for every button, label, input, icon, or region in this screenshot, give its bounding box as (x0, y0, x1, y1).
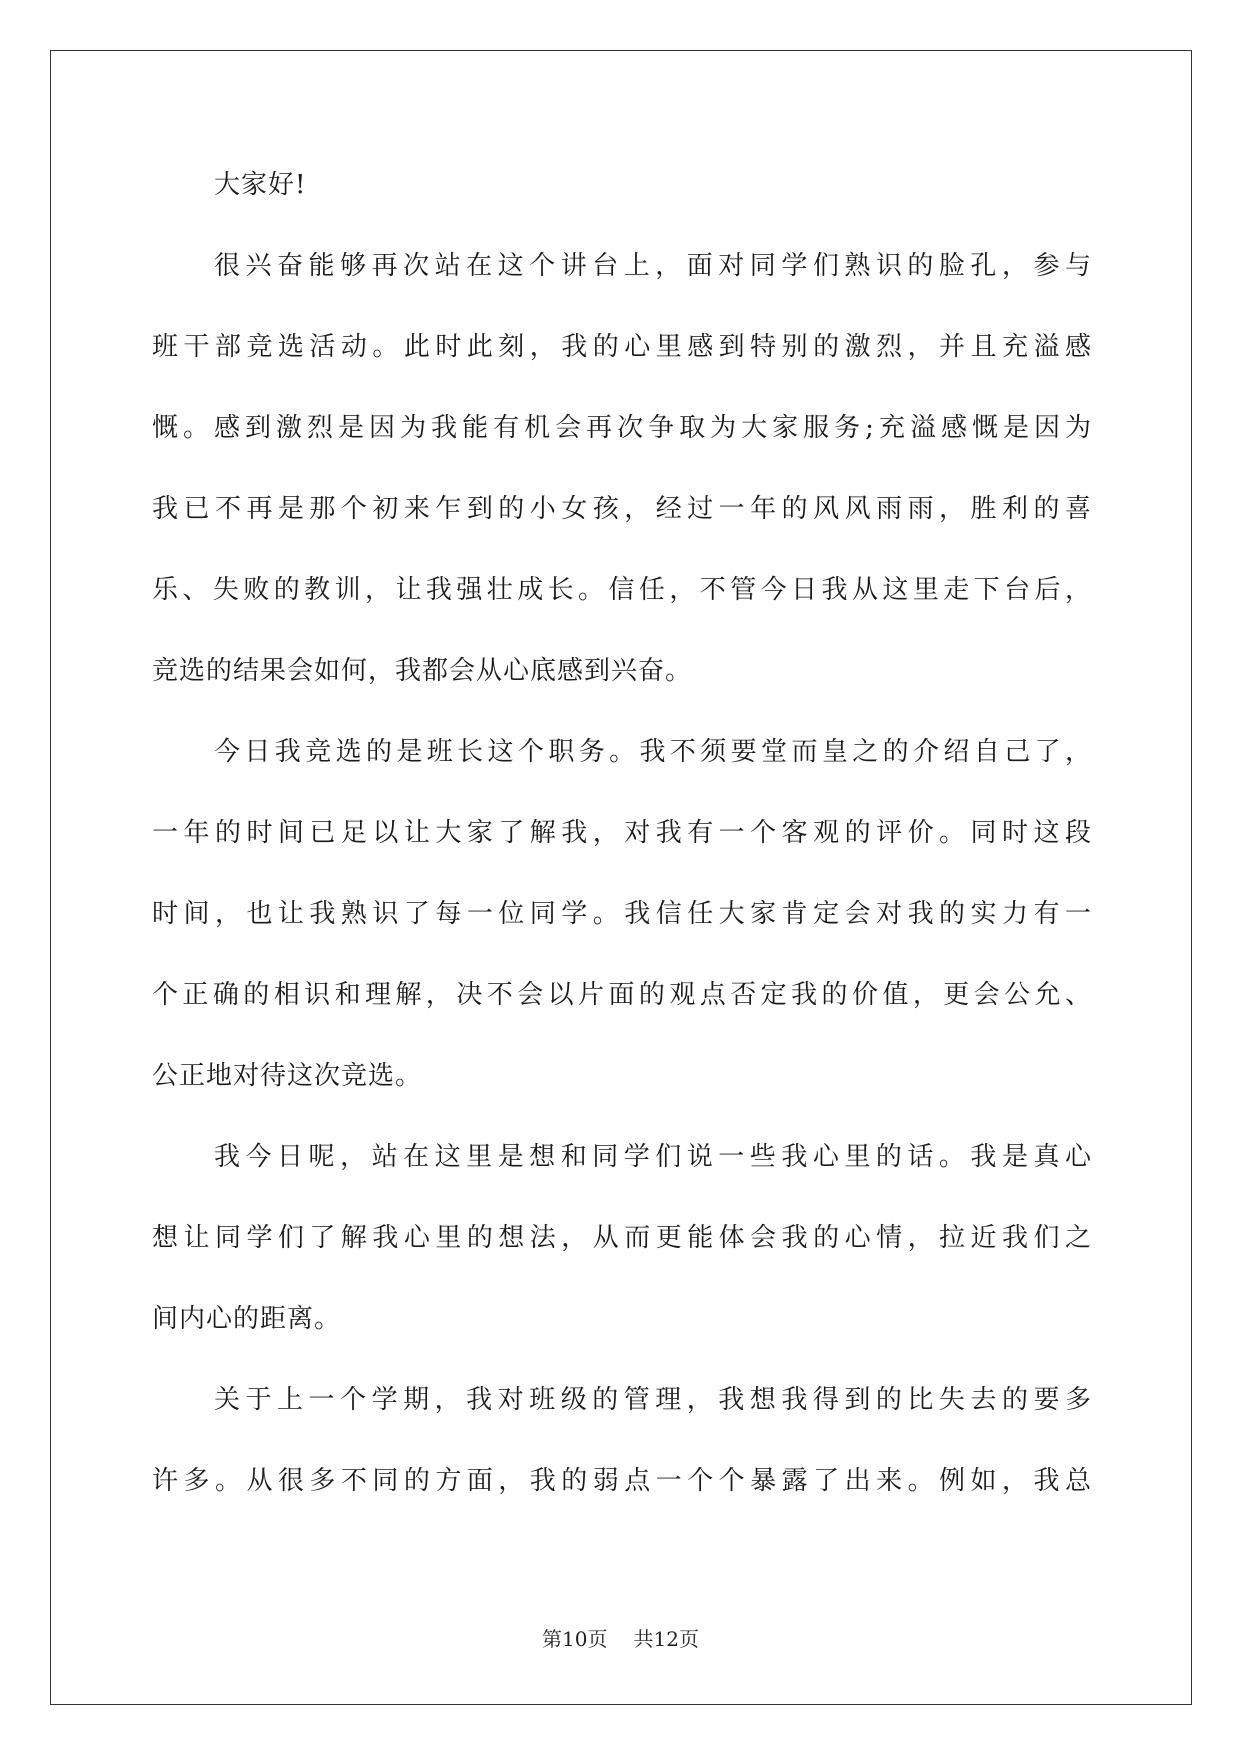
paragraph-line: 竞选的结果会如何，我都会从心底感到兴奋。 (152, 656, 693, 686)
page-frame (50, 50, 1192, 1705)
paragraph-line: 班干部竞选活动。此时此刻，我的心里感到特别的激烈，并且充溢感 (152, 332, 1092, 362)
paragraph-line: 一年的时间已足以让大家了解我，对我有一个客观的评价。同时这段 (152, 818, 1092, 848)
greeting-line: 大家好! (214, 170, 307, 200)
paragraph-line: 我已不再是那个初来乍到的小女孩，经过一年的风风雨雨，胜利的喜 (152, 494, 1092, 524)
paragraph-line: 公正地对待这次竞选。 (152, 1061, 423, 1091)
paragraph-line: 许多。从很多不同的方面，我的弱点一个个暴露了出来。例如，我总 (152, 1466, 1092, 1496)
page-number: 第10页 (542, 1627, 608, 1651)
paragraph-line: 慨。感到激烈是因为我能有机会再次争取为大家服务;充溢感慨是因为 (152, 413, 1092, 443)
page-total: 共12页 (633, 1627, 699, 1651)
paragraph-line: 关于上一个学期，我对班级的管理，我想我得到的比失去的要多 (214, 1385, 1092, 1415)
paragraph-line: 想让同学们了解我心里的想法，从而更能体会我的心情，拉近我们之 (152, 1223, 1092, 1253)
paragraph-line: 今日我竞选的是班长这个职务。我不须要堂而皇之的介绍自己了， (214, 737, 1092, 767)
paragraph-line: 间内心的距离。 (152, 1304, 342, 1334)
page-footer (0, 1626, 1241, 1652)
paragraph-line: 我今日呢，站在这里是想和同学们说一些我心里的话。我是真心 (214, 1142, 1092, 1172)
paragraph-line: 个正确的相识和理解，决不会以片面的观点否定我的价值，更会公允、 (152, 980, 1092, 1010)
paragraph-line: 很兴奋能够再次站在这个讲台上，面对同学们熟识的脸孔，参与 (214, 251, 1092, 281)
paragraph-line: 乐、失败的教训，让我强壮成长。信任，不管今日我从这里走下台后， (152, 575, 1092, 605)
paragraph-line: 时间，也让我熟识了每一位同学。我信任大家肯定会对我的实力有一 (152, 899, 1092, 929)
